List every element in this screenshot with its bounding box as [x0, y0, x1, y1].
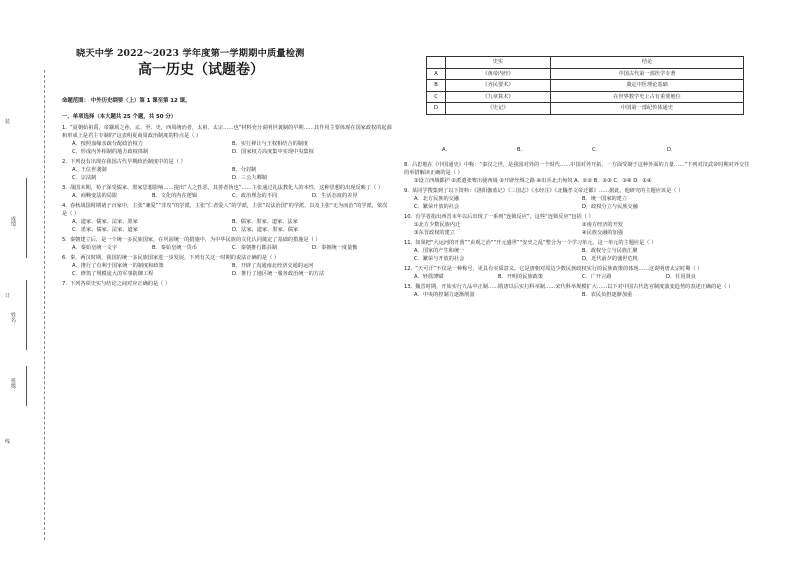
answer-option[interactable]: A．王位世袭制	[72, 167, 107, 173]
question-item	[404, 213, 750, 237]
question-item	[62, 124, 392, 156]
exam-scope: 命题范围： 中外历史纲要（上）第 1 课至第 12 课。	[62, 98, 191, 104]
question-number: 1.	[62, 125, 67, 131]
exam-title: 高一历史（试题卷）	[138, 62, 264, 78]
question-item	[62, 254, 392, 278]
table-cell: 奠定中医理论基础	[551, 80, 744, 92]
answer-option[interactable]: D．法家、道家、墨家、儒家	[232, 227, 299, 233]
answer-option[interactable]: A．商鞅变法的局限	[72, 193, 118, 199]
option-group	[404, 221, 750, 237]
class-field-label: 班级：	[10, 378, 16, 393]
answer-option[interactable]: B．儒家、墨家、道家、法家	[232, 219, 298, 225]
answer-option[interactable]: ③东晋政权的建立	[414, 230, 455, 236]
table-cell: 《齐民要术》	[446, 80, 551, 92]
option-group	[62, 140, 392, 156]
question-stem	[62, 184, 392, 192]
table-cell: 《黄帝内经》	[446, 68, 551, 80]
question-number: 10.	[404, 214, 413, 220]
answer-option[interactable]: ①北方少数民族内迁	[414, 222, 461, 228]
table-cell: A	[427, 68, 446, 80]
question-text: “夏朝始祖禹，帝颛顼之孙，玄、至、史，西周统治者，太祖、太宗……也”材料充分说明世袭制的早期……其作用主要体现在国家政权的起源和形成上是君主专制的”这表明夏商周政治制度的特点是（ ）	[62, 125, 392, 139]
answer-option[interactable]: B．开明的民族政策	[498, 274, 544, 280]
question-number: 4.	[62, 203, 67, 209]
answer-option[interactable]: B．农民负担逐渐加重	[582, 292, 633, 298]
answer-option[interactable]: A．北方民族的交融	[414, 196, 460, 202]
question-number: 12.	[404, 266, 413, 272]
question-text: 魏晋时期，开始实行九品中正制……隋唐以后实行科举制……宋代科举规模扩大……以下对中国古代选官制度演变趋势的表述正确的是（ ）	[415, 284, 734, 290]
answer-option[interactable]: B．	[517, 147, 526, 153]
table-cell: C	[427, 91, 446, 103]
answer-option[interactable]: D．三公九卿制	[232, 175, 268, 181]
answer-option[interactable]: D．政权分立与民族交融	[582, 204, 638, 210]
option-group	[404, 195, 750, 211]
answer-option[interactable]: C．修筑了规模庞大的军事防御工程	[72, 271, 154, 277]
question-text: 战国末期，荀子深受儒家、墨家思想影响……提出“人之性恶，其善者伪也”……主张通过礼法教化人的本性，这种思想的出现反映了（ ）	[69, 185, 384, 191]
question-stem	[404, 265, 750, 273]
section-heading: 一、单项选择（本大题共 25 个题，共 50 分）	[62, 114, 177, 120]
name-field-line[interactable]	[26, 280, 41, 350]
option-group	[62, 244, 392, 252]
question-text: 秦朝建立后，是一个统一多民族国家，在巩固统一的措施中，为中华民族的文化认同奠定了基础的措施是（ ）	[69, 237, 321, 243]
q7-answer-options	[442, 146, 742, 154]
binding-margin	[0, 0, 64, 562]
question-stem	[62, 202, 392, 218]
table-cell: B	[427, 80, 446, 92]
table-cell: 《史记》	[446, 103, 551, 115]
binding-label-zhuang: 装	[5, 119, 11, 125]
question-stem	[62, 254, 392, 262]
question-list-left	[62, 124, 392, 290]
question-number: 5.	[62, 237, 67, 243]
answer-option[interactable]: B．开辟了沟通南北经济交通的运河	[232, 263, 314, 269]
question-number: 13.	[404, 284, 413, 290]
option-group	[404, 247, 750, 263]
question-text: 有学者指出西晋末年以后出现了一系列“连锁反应”，这些“连锁反应”包括（ ）	[415, 214, 594, 220]
question-item	[404, 161, 750, 185]
question-number: 8.	[404, 162, 409, 168]
answer-option[interactable]: D．近代前夕的盛世危机	[582, 256, 638, 262]
answer-option[interactable]: A．道家、儒家、法家、墨家	[72, 219, 138, 225]
option-group	[62, 262, 392, 278]
question-number: 6.	[62, 255, 67, 261]
option-group	[404, 273, 750, 281]
binding-label-ding: 订	[5, 293, 11, 299]
question-text: 秦、两汉时期，我国的统一多民族国家进一步发展，下列有关这一时期的说法正确的是（ ）	[69, 255, 280, 261]
question-item	[404, 187, 750, 211]
question-stem	[404, 239, 750, 247]
answer-option[interactable]: C．繁荣与开放的社会	[414, 256, 465, 262]
question-stem	[62, 236, 392, 244]
history-fact-table	[426, 56, 744, 115]
name-field-label: 姓名：	[10, 312, 16, 327]
question-text: 某同学搜集到了以下资料：《洛阳伽蓝记》《三国志》《水经注》《北魏孝文帝迁都》……据此，他研究的主题应该是（ ）	[411, 188, 684, 194]
answer-option[interactable]: D．秦朝统一度量衡	[312, 245, 358, 251]
answer-option[interactable]: ②南方经济的开发	[582, 222, 623, 228]
question-number: 11.	[404, 240, 413, 246]
answer-option[interactable]: D．生活态度的差异	[312, 193, 358, 199]
question-stem	[404, 161, 750, 177]
table-cell: D	[427, 103, 446, 115]
question-stem	[404, 187, 750, 195]
question-text: 春秋战国时期诸子百家中，主张“兼爱”“非攻”的学派，主张“仁者爱人”的学派，主张“以法治国”的学派，以及主张“无为而治”的学派，依次是（ ）	[62, 203, 388, 217]
table-header-cell	[427, 57, 446, 69]
answer-option[interactable]: A．轻徭薄赋	[414, 274, 444, 280]
question-stem	[62, 158, 392, 166]
table-cell: 中国第一部纪传体通史	[551, 103, 744, 115]
answer-option[interactable]: A．国家的产生和统一	[414, 248, 465, 254]
grade-field-label: 成绩：	[10, 216, 16, 231]
answer-option[interactable]: C．广开言路	[582, 274, 612, 280]
answer-option[interactable]: B．秦始皇统一货币	[152, 245, 198, 251]
question-item	[62, 236, 392, 252]
table-header-cell: 史实	[446, 57, 551, 69]
question-number: 3.	[62, 185, 67, 191]
answer-option[interactable]: A．推行了有利于国家统一的制度和政策	[72, 263, 164, 269]
question-stem	[62, 124, 392, 140]
question-list-right	[404, 161, 750, 301]
answer-option[interactable]: B．统一国家的建立	[582, 196, 628, 202]
answer-option[interactable]: C．	[592, 147, 601, 153]
question-text: 下列各项史实与结论之间对应正确的是（ ）	[69, 281, 171, 287]
answer-option[interactable]: C．繁荣开放的社会	[414, 204, 460, 210]
answer-option[interactable]: C．墨家、儒家、法家、道家	[72, 227, 138, 233]
answer-option[interactable]: B．分封制	[232, 167, 257, 173]
question-number: 2.	[62, 159, 67, 165]
answer-option[interactable]: D．推行了地区统一服务政治统一的方法	[232, 271, 325, 277]
binding-label-xian: 线	[5, 439, 11, 445]
answer-option[interactable]: ①设立西域都护 ②派遣张骞出使西域 ③开辟丝绸之路 ④出兵北击匈奴 A．①② B．②③ C．③④ D．①④	[414, 178, 652, 184]
question-item	[62, 202, 392, 234]
option-group	[62, 192, 392, 200]
question-text: 下列没有出现在我国古代早期政治制度中的是（ ）	[69, 159, 186, 165]
table-header-cell: 结论	[551, 57, 744, 69]
school-title: 晓天中学 2022～2023 学年度第一学期期中质量检测	[76, 48, 305, 59]
question-number: 7.	[62, 281, 67, 287]
answer-option[interactable]: C．政治理念的不同	[232, 193, 278, 199]
question-text: 吕思勉在《中国通史》中称：“秦汉之世，是我国对外的一个时代……中国对外开拓，一方面受制于这种外面的力量……”下列对汉武帝时期对外交往的举措解读正确的是（ ）	[404, 162, 750, 176]
answer-option[interactable]: A．按照血缘亲疏分配政治权力	[72, 141, 143, 147]
question-stem	[404, 213, 750, 221]
answer-option[interactable]: D．国家权力高度集中实现中央集权	[232, 149, 314, 155]
grade-field-line[interactable]	[26, 178, 41, 258]
table-cell: 《九章算术》	[446, 91, 551, 103]
answer-option[interactable]: C．形成内外相制的地方政权体制	[72, 149, 149, 155]
table-row	[427, 91, 744, 103]
answer-option[interactable]: B．文化的内在逻辑	[152, 193, 198, 199]
table-row	[427, 80, 744, 92]
answer-option[interactable]: D．	[667, 147, 677, 153]
answer-option[interactable]: A．中央的控制力逐渐削弱	[414, 292, 475, 298]
question-stem	[62, 280, 392, 288]
answer-option[interactable]: A．秦始皇统一文字	[72, 245, 118, 251]
question-item	[62, 158, 392, 182]
question-item	[62, 184, 392, 200]
answer-option[interactable]: C．秦朝推行郡县制	[232, 245, 278, 251]
class-field-line[interactable]	[26, 366, 41, 406]
answer-option[interactable]: B．政权分立与民族汇聚	[582, 248, 638, 254]
binding-dashed-line	[44, 70, 45, 540]
answer-option[interactable]: D．任用贤良	[666, 274, 696, 280]
answer-option[interactable]: ④民族交融的加强	[582, 230, 623, 236]
question-text: 如果把“大运河的开凿”“贞观之治”“开元盛世”“安史之乱”整合为一个学习单元，这一单元的主题应是（ ）	[415, 240, 657, 246]
table-cell: 在世界数学史上占有重要地位	[551, 91, 744, 103]
question-item	[404, 283, 750, 299]
question-text: “天可汗”不仅是一种称号，更具有实质意义。它是唐朝对周边少数民族政权实行的民族政策的体现……这说明唐太宗时期（ ）	[415, 266, 703, 272]
answer-option[interactable]: C．宗法制	[72, 175, 97, 181]
option-group	[404, 177, 750, 185]
question-number: 9.	[404, 188, 409, 194]
option-group	[404, 291, 750, 299]
question-item	[404, 265, 750, 281]
answer-option[interactable]: B．实行禅让与王权相结合的制度	[232, 141, 309, 147]
option-group	[62, 218, 392, 234]
table-row	[427, 103, 744, 115]
question-item	[404, 239, 750, 263]
table-row	[427, 68, 744, 80]
question-item	[62, 280, 392, 288]
table-header-row	[427, 57, 744, 69]
option-group	[62, 166, 392, 182]
question-stem	[404, 283, 750, 291]
table-cell: 中国古代第一部医学专著	[551, 68, 744, 80]
answer-option[interactable]: A．	[442, 147, 451, 153]
